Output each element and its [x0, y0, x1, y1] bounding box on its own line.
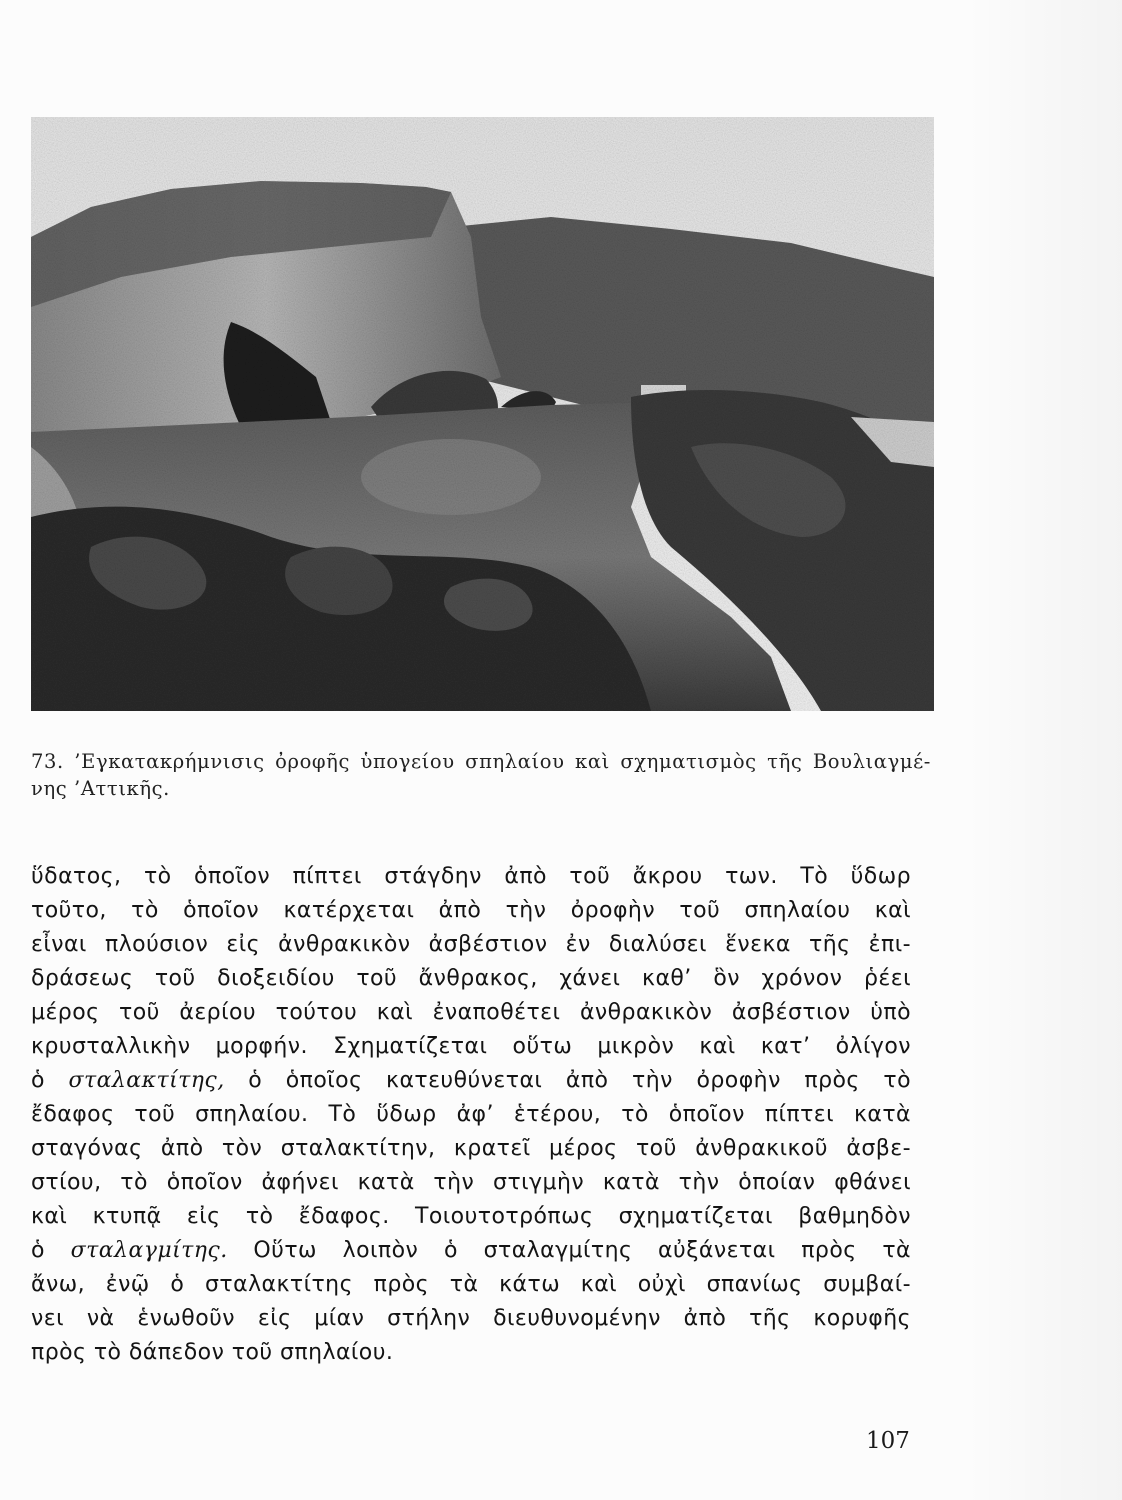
- text-line: τοῦτο, τὸ ὁποῖον κατέρχεται ἀπὸ τὴν ὀροφὴν τοῦ σπηλαίου καὶ: [31, 898, 911, 923]
- text-line: ἄνω, ἐνῷ ὁ σταλακτίτης πρὸς τὰ κάτω καὶ οὐχὶ σπανίως συμβαί-: [31, 1272, 911, 1297]
- caption-line: νης ’Αττικῆς.: [31, 777, 170, 800]
- text-line: πρὸς τὸ δάπεδον τοῦ σπηλαίου.: [31, 1340, 394, 1365]
- text-fragment: ὁ ὁποῖος κατευθύνεται ἀπὸ τὴν ὀροφὴν πρὸς τὸ: [248, 1068, 911, 1093]
- body-paragraph: [31, 860, 911, 1370]
- page-number: 107: [866, 1428, 910, 1454]
- text-line: στίου, τὸ ὁποῖον ἀφήνει κατὰ τὴν στιγμὴν κατὰ τὴν ὁποίαν φθάνει: [31, 1170, 911, 1195]
- term-stalagmite: σταλαγμίτης.: [70, 1238, 228, 1263]
- caption-line: 73. ’Εγκατακρήμνισις ὀροφῆς ὑπογείου σπηλαίου καὶ σχηματισμὸς τῆς Βουλιαγμέ-: [31, 750, 931, 773]
- text-line: καὶ κτυπᾷ εἰς τὸ ἔδαφος. Τοιουτοτρόπως σχηματίζεται βαθμηδὸν: [31, 1204, 911, 1229]
- text-line: ἔδαφος τοῦ σπηλαίου. Τὸ ὕδωρ ἀφ’ ἑτέρου, τὸ ὁποῖον πίπτει κατὰ: [31, 1102, 911, 1127]
- text-fragment: ὁ: [31, 1068, 45, 1093]
- text-line: εἶναι πλούσιον εἰς ἀνθρακικὸν ἀσβέστιον ἐν διαλύσει ἕνεκα τῆς ἐπι-: [31, 932, 911, 957]
- text-line: κρυσταλλικὴν μορφήν. Σχηματίζεται οὕτω μικρὸν καὶ κατ’ ὀλίγον: [31, 1034, 911, 1059]
- text-line: σταγόνας ἀπὸ τὸν σταλακτίτην, κρατεῖ μέρος τοῦ ἀνθρακικοῦ ἀσβε-: [31, 1136, 911, 1161]
- landscape-photo: [31, 117, 934, 711]
- figure-caption: [31, 748, 931, 802]
- text-line: δράσεως τοῦ διοξειδίου τοῦ ἄνθρακος, χάνει καθ’ ὃν χρόνον ῥέει: [31, 966, 911, 991]
- page-edge-shading: [962, 0, 1122, 1500]
- term-stalactite: σταλακτίτης,: [68, 1068, 225, 1093]
- text-fragment: ὁ: [31, 1238, 45, 1263]
- text-line: μέρος τοῦ ἀερίου τούτου καὶ ἐναποθέτει ἀνθρακικὸν ἀσβέστιον ὑπὸ: [31, 1000, 911, 1025]
- text-line: [31, 1064, 911, 1098]
- text-line: νει νὰ ἑνωθοῦν εἰς μίαν στήλην διευθυνομένην ἀπὸ τῆς κορυφῆς: [31, 1306, 911, 1331]
- text-line: [31, 1234, 911, 1268]
- text-line: ὕδατος, τὸ ὁποῖον πίπτει στάγδην ἀπὸ τοῦ ἄκρου των. Τὸ ὕδωρ: [31, 864, 911, 889]
- text-fragment: Οὕτω λοιπὸν ὁ σταλαγμίτης αὐξάνεται πρὸς τὰ: [253, 1238, 911, 1263]
